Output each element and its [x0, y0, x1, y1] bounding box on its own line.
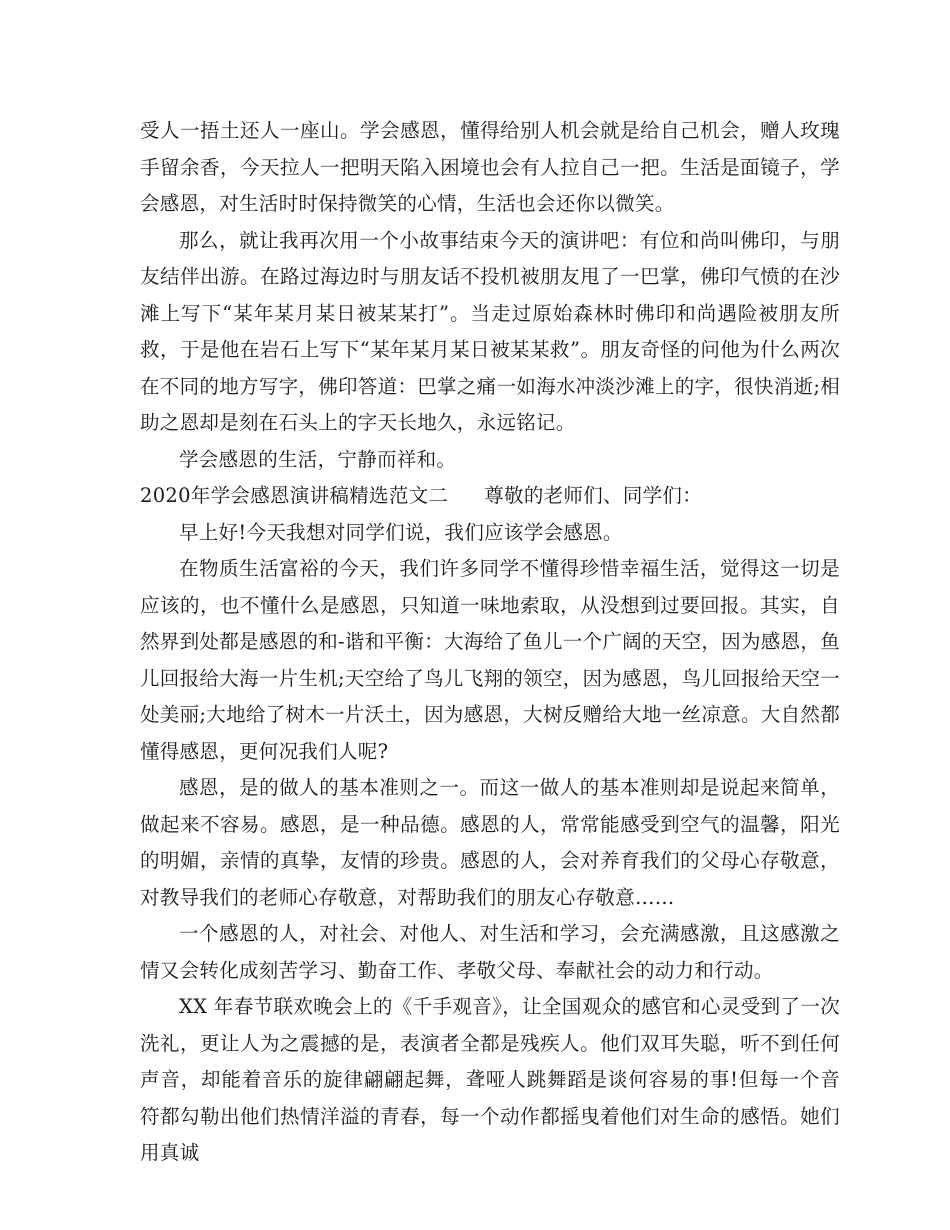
document-body [140, 113, 840, 1172]
paragraph-principle: 感恩，是的做人的基本准则之一。而这一做人的基本准则却是说起来简单，做起来不容易。感恩，是一种品德。感恩的人，常常能感受到空气的温馨，阳光的明媚，亲情的真挚，友情的珍贵。感恩的人，会对养育我们的父母心存敬意，对教导我们的老师心存敬意，对帮助我们的朋友心存敬意…… [140, 776, 840, 909]
paragraph-gratitude: 一个感恩的人，对社会、对他人、对生活和学习，会充满感激，且这感激之情又会转化成刻苦学习、勤奋工作、孝敬父母、奉献社会的动力和行动。 [140, 922, 840, 982]
section-heading [140, 478, 840, 515]
salutation: 尊敬的老师们、同学们： [484, 484, 703, 507]
section-title: 2020年学会感恩演讲稿精选范文二 [140, 484, 449, 507]
paragraph-closing: 学会感恩的生活，宁静而祥和。 [179, 447, 457, 471]
paragraph-greeting: 早上好!今天我想对同学们说，我们应该学会感恩。 [179, 520, 623, 544]
paragraph-nature: 在物质生活富裕的今天，我们许多同学不懂得珍惜幸福生活，觉得这一切是应该的，也不懂什么是感恩，只知道一味地索取，从没想到过要回报。其实，自然界到处都是感恩的和-谐和平衡：大海给了鱼儿一个广阔的天空，因为感恩，鱼儿回报给大海一片生机;天空给了鸟儿飞翔的领空，因为感恩，鸟儿回报给天空一处美丽;大地给了树木一片沃土，因为感恩，大树反赠给大地一丝凉意。大自然都懂得感恩，更何况我们人呢? [140, 557, 840, 763]
paragraph-example: XX 年春节联欢晚会上的《千手观音》，让全国观众的感官和心灵受到了一次洗礼，更让人为之震撼的是，表演者全都是残疾人。他们双耳失聪，听不到任何声音，却能着音乐的旋律翩翩起舞，聋哑人跳舞蹈是谈何容易的事!但每一个音符都勾勒出他们热情洋溢的青春，每一个动作都摇曳着他们对生命的感悟。她们用真诚 [140, 995, 840, 1164]
paragraph-story: 那么，就让我再次用一个小故事结束今天的演讲吧：有位和尚叫佛印，与朋友结伴出游。在路过海边时与朋友话不投机被朋友甩了一巴掌，佛印气愤的在沙滩上写下“某年某月某日被某某打”。当走过原始森林时佛印和尚遇险被朋友所救，于是他在岩石上写下“某年某月某日被某某救”。朋友奇怪的问他为什么两次在不同的地方写字，佛印答道：巴掌之痛一如海水冲淡沙滩上的字，很快消逝;相助之恩却是刻在石头上的字天长地久，永远铭记。 [140, 228, 840, 434]
paragraph-continuation: 受人一捂土还人一座山。学会感恩，懂得给别人机会就是给自己机会，赠人玫瑰手留余香，今天拉人一把明天陷入困境也会有人拉自己一把。生活是面镜子，学会感恩，对生活时时保持微笑的心情，生活也会还你以微笑。 [140, 119, 840, 215]
